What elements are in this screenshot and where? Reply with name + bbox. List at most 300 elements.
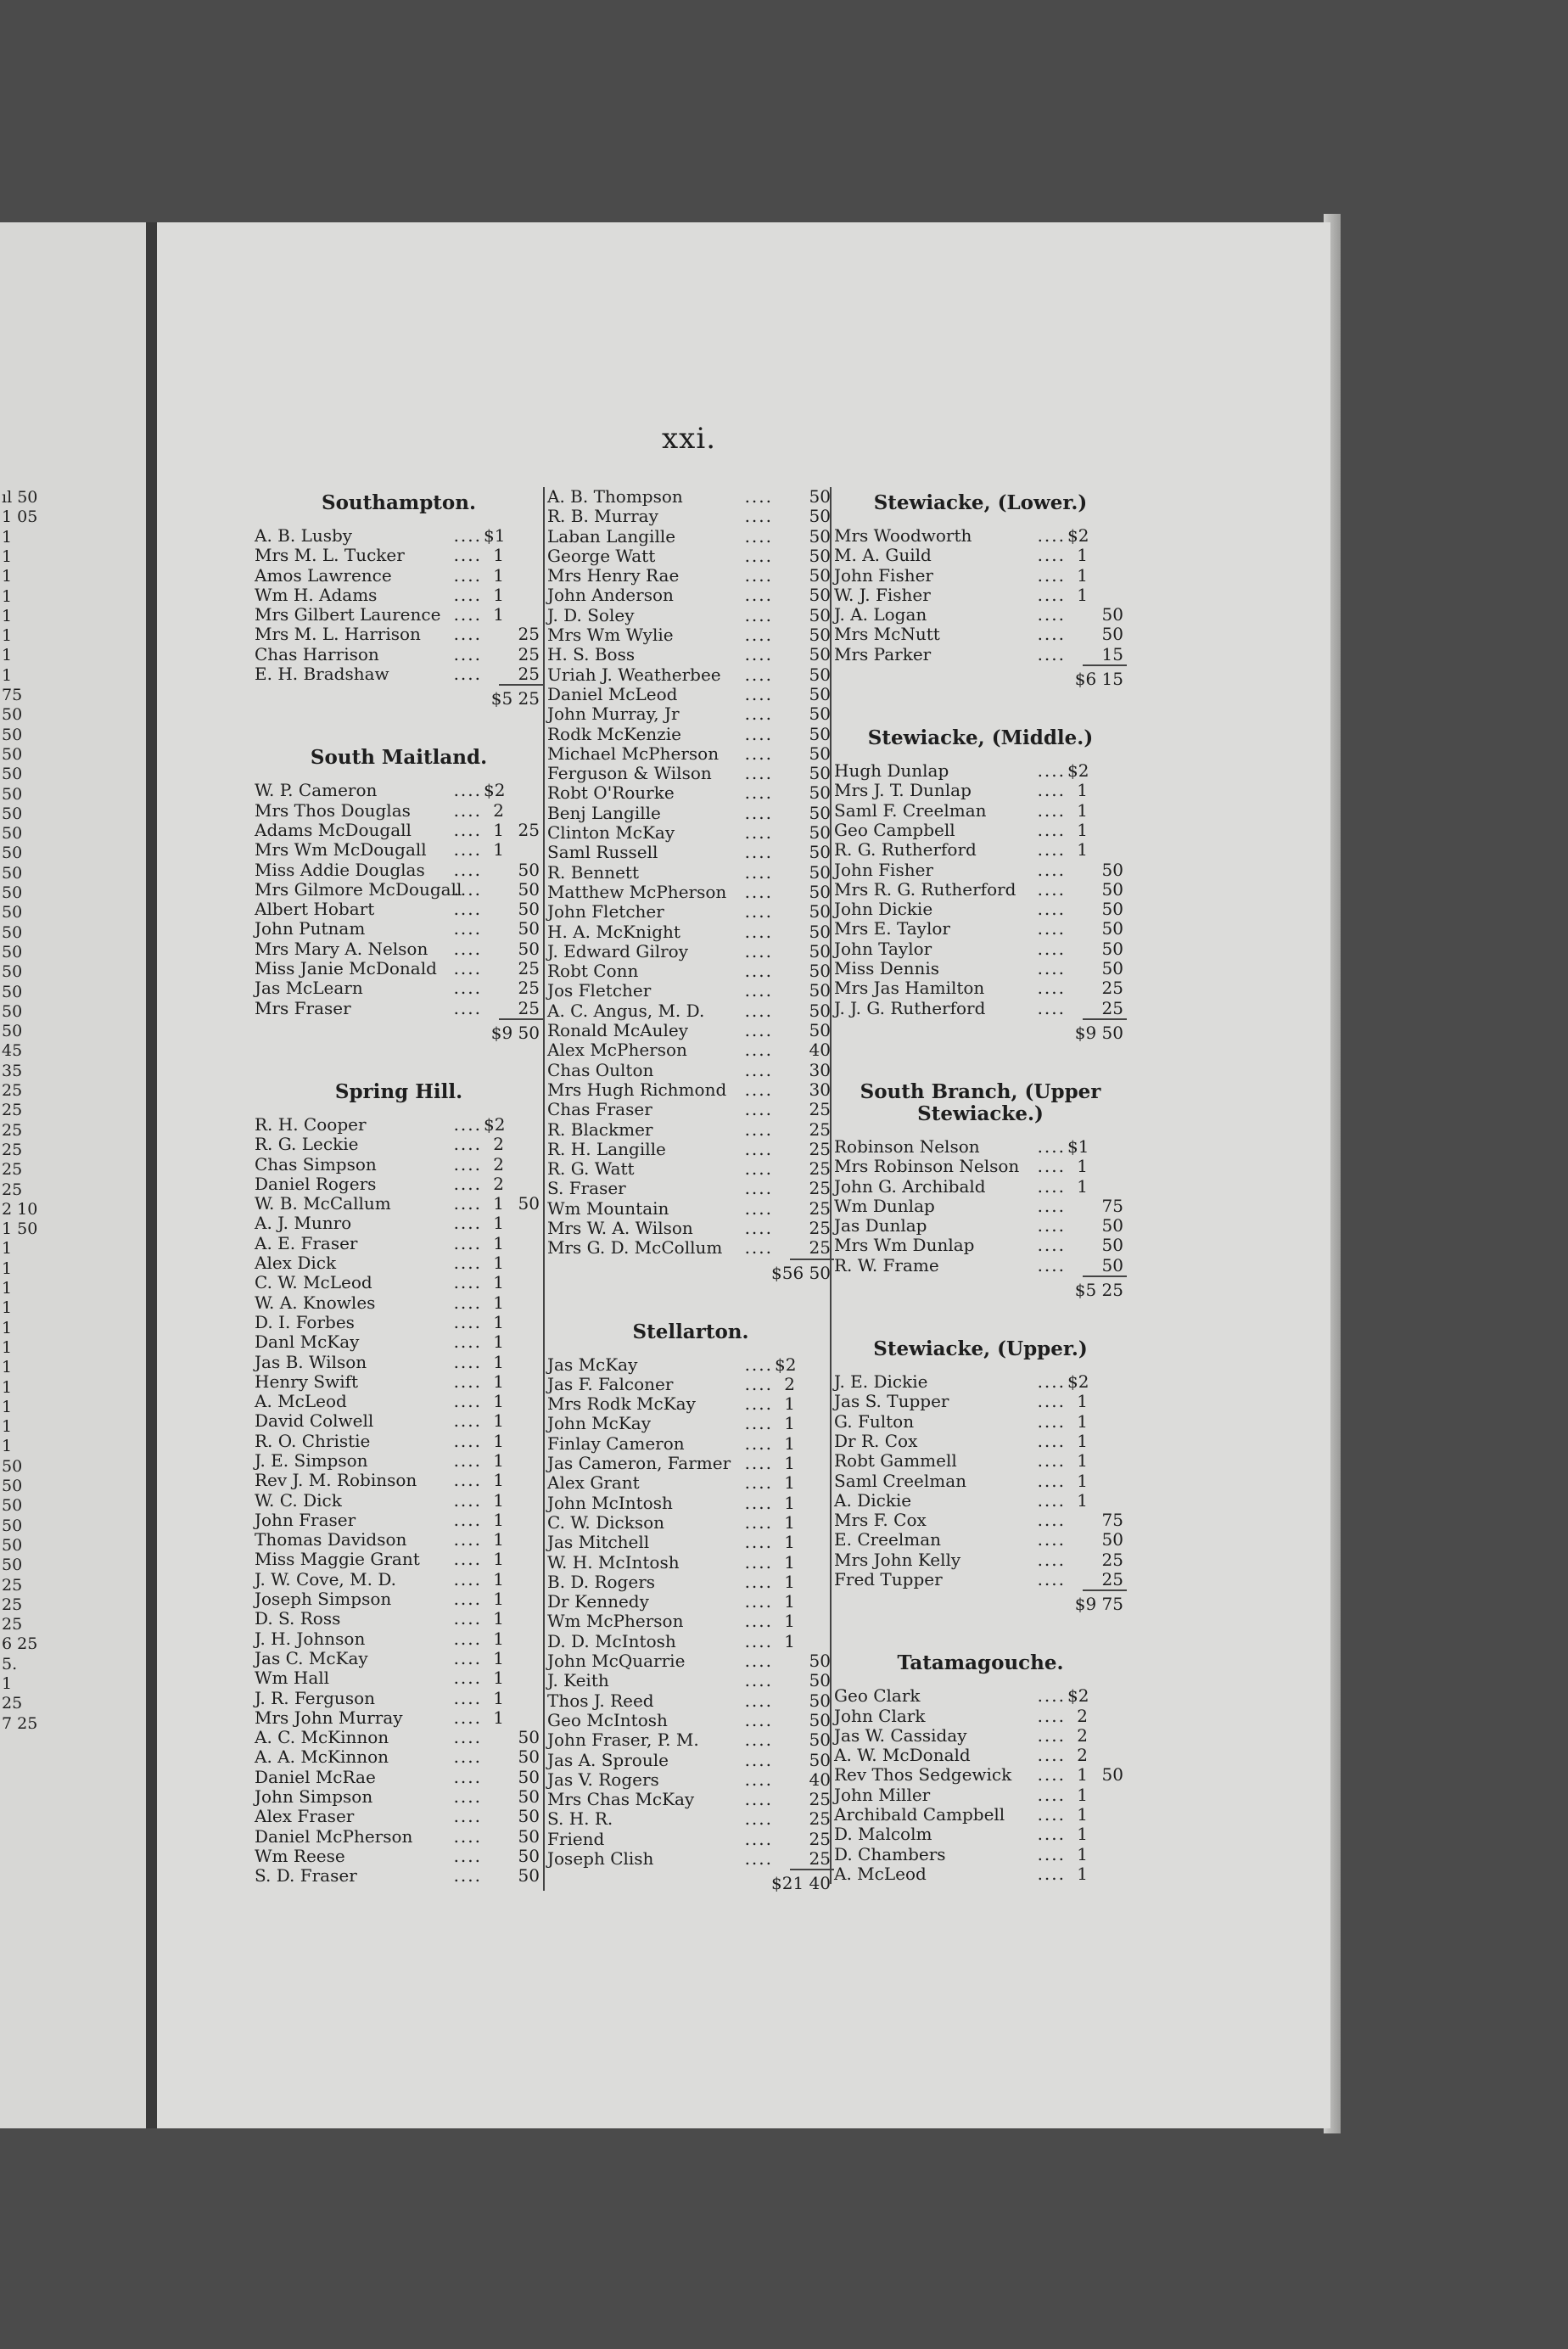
subscriber-name: A. McLeod xyxy=(834,1863,927,1884)
subscriber-name: J. H. Johnson xyxy=(255,1628,366,1649)
leader-dots: .... xyxy=(744,1393,773,1415)
amount-cents: 50 xyxy=(809,822,831,844)
subscriber-name: Daniel Rogers xyxy=(255,1173,377,1194)
subscriber-name: B. D. Rogers xyxy=(547,1571,656,1592)
amount-dollars: 1 xyxy=(784,1393,795,1415)
subscriber-name: Thomas Davidson xyxy=(255,1529,407,1550)
subscriber-name: Robt Conn xyxy=(547,961,639,982)
amount-dollars: 1 xyxy=(493,1331,504,1353)
subscriber-name: W. C. Dick xyxy=(255,1489,342,1511)
subscriber-name: Miss Addie Douglas xyxy=(255,859,425,880)
amount-dollars: 2 xyxy=(493,799,504,821)
list-item xyxy=(547,527,834,547)
amount-cents: 50 xyxy=(809,980,831,1001)
list-item xyxy=(547,1219,834,1238)
leader-dots: .... xyxy=(1037,1764,1066,1786)
section-heading: Stewiacke, (Upper.) xyxy=(873,1337,1088,1361)
column-1 xyxy=(255,487,543,1886)
subscriber-name: John Taylor xyxy=(834,938,932,959)
previous-page-fragment: 1 xyxy=(2,626,13,646)
list-item xyxy=(834,761,1127,781)
leader-dots: .... xyxy=(744,1670,773,1691)
total-amount: $5 25 xyxy=(490,688,540,709)
list-item xyxy=(547,1830,834,1849)
total-rule xyxy=(1083,1275,1127,1277)
leader-dots: .... xyxy=(1037,1235,1066,1256)
subscriber-name: C. W. McLeod xyxy=(255,1272,372,1293)
amount-dollars: 1 xyxy=(493,1232,504,1253)
amount-dollars: 1 xyxy=(1077,1410,1088,1432)
leader-dots: .... xyxy=(744,1020,773,1041)
subscriber-name: Dr Kennedy xyxy=(547,1591,649,1612)
previous-page-fragment: 50 xyxy=(2,725,23,744)
amount-dollars: 1 xyxy=(493,1687,504,1708)
amount-dollars: 1 xyxy=(1077,1824,1088,1845)
subscriber-name: Jas Dunlap xyxy=(834,1215,927,1236)
leader-dots: .... xyxy=(744,802,773,823)
previous-page-fragment: 1 xyxy=(2,1358,13,1377)
amount-cents: 50 xyxy=(809,1690,831,1711)
amount-cents: 25 xyxy=(1101,997,1123,1018)
list-item xyxy=(834,1511,1127,1530)
list-item xyxy=(547,1454,834,1473)
leader-dots: .... xyxy=(453,899,482,920)
subscriber-name: Mrs Gilmore McDougall xyxy=(255,878,462,900)
amount-dollars: 1 xyxy=(493,1213,504,1234)
leader-dots: .... xyxy=(1037,918,1066,939)
leader-dots: .... xyxy=(453,1311,482,1332)
amount-dollars: 1 xyxy=(1077,1784,1088,1805)
list-item xyxy=(547,1612,834,1631)
amount-cents: 50 xyxy=(1101,1254,1123,1275)
amount-cents: 50 xyxy=(809,842,831,863)
subscriber-name: Mrs Fraser xyxy=(255,997,351,1018)
subscriber-name: Mrs Parker xyxy=(834,643,932,664)
amount-cents: 50 xyxy=(809,486,831,507)
previous-page-fragment: 25 xyxy=(2,1081,23,1100)
subscriber-name: Henry Swift xyxy=(255,1371,359,1392)
subscriber-name: Daniel McRae xyxy=(255,1766,376,1787)
list-item xyxy=(547,1553,834,1573)
section-total xyxy=(547,1869,834,1894)
leader-dots: .... xyxy=(453,1865,482,1886)
subscriber-name: Benj Langille xyxy=(547,802,661,823)
list-item xyxy=(255,1353,543,1372)
previous-page-fragment: 1 xyxy=(2,665,13,685)
amount-cents: 25 xyxy=(809,1158,831,1180)
previous-page-fragment: 1 xyxy=(2,547,13,566)
subscriber-name: Mrs Rodk McKay xyxy=(547,1393,696,1415)
leader-dots: .... xyxy=(453,1825,482,1847)
leader-dots: .... xyxy=(744,1413,773,1434)
amount-dollars: 1 xyxy=(493,1430,504,1451)
subscriber-name: Jas A. Sproule xyxy=(547,1749,669,1770)
leader-dots: .... xyxy=(453,1134,482,1155)
amount-dollars: 2 xyxy=(493,1134,504,1155)
previous-page-fragment: 1 xyxy=(2,1337,13,1357)
leader-dots: .... xyxy=(1037,1824,1066,1845)
list-item xyxy=(547,1671,834,1690)
list-item xyxy=(547,922,834,942)
amount-cents: 50 xyxy=(809,763,831,784)
list-item xyxy=(834,1157,1127,1176)
list-item xyxy=(255,999,543,1018)
amount-dollars: $1 xyxy=(484,525,506,546)
amount-cents: 50 xyxy=(809,565,831,586)
amount-cents: 50 xyxy=(809,1709,831,1730)
list-item xyxy=(255,1768,543,1787)
subscriber-name: S. D. Fraser xyxy=(255,1865,357,1886)
list-item xyxy=(255,801,543,821)
leader-dots: .... xyxy=(744,585,773,606)
subscriber-name: R. G. Watt xyxy=(547,1158,635,1180)
list-item xyxy=(255,1451,543,1471)
leader-dots: .... xyxy=(453,1272,482,1293)
previous-page-fragment: 45 xyxy=(2,1041,23,1061)
subscriber-name: D. S. Ross xyxy=(255,1608,341,1629)
list-item xyxy=(255,1728,543,1747)
section-heading: Stewiacke, (Middle.) xyxy=(867,726,1094,750)
leader-dots: .... xyxy=(744,1492,773,1513)
amount-cents: 50 xyxy=(809,1670,831,1691)
list-item xyxy=(547,942,834,961)
leader-dots: .... xyxy=(1037,938,1066,959)
leader-dots: .... xyxy=(744,644,773,665)
subscriber-name: Danl McKay xyxy=(255,1331,360,1353)
subscriber-name: John Fraser xyxy=(255,1509,356,1530)
list-item xyxy=(255,1273,543,1292)
amount-cents: 50 xyxy=(809,683,831,704)
list-item xyxy=(547,1355,834,1375)
amount-dollars: $1 xyxy=(1067,1135,1089,1157)
list-item xyxy=(834,1864,1127,1884)
amount-dollars: 1 xyxy=(493,1568,504,1589)
previous-page-fragment: 50 xyxy=(2,982,23,1001)
leader-dots: .... xyxy=(453,1331,482,1353)
amount-cents: 50 xyxy=(518,1865,540,1886)
subscriber-name: Thos J. Reed xyxy=(547,1690,654,1711)
amount-dollars: 1 xyxy=(493,1193,504,1214)
list-item xyxy=(255,781,543,800)
list-item xyxy=(834,939,1127,959)
leader-dots: .... xyxy=(744,1217,773,1238)
leader-dots: .... xyxy=(1037,1863,1066,1884)
leader-dots: .... xyxy=(744,506,773,527)
subscriber-name: John Miller xyxy=(834,1784,931,1805)
leader-dots: .... xyxy=(1037,1549,1066,1570)
list-item xyxy=(834,566,1127,586)
list-item xyxy=(255,1471,543,1490)
list-item xyxy=(547,1473,834,1493)
subscriber-name: E. Creelman xyxy=(834,1529,942,1550)
amount-cents: 50 xyxy=(1101,1764,1123,1786)
subscriber-name: John McIntosh xyxy=(547,1492,673,1513)
amount-dollars: 2 xyxy=(493,1173,504,1194)
amount-dollars: 1 xyxy=(493,1311,504,1332)
subscriber-name: Wm H. Adams xyxy=(255,584,378,605)
subscriber-name: John Fraser, P. M. xyxy=(547,1730,699,1751)
total-amount: $9 50 xyxy=(1074,1022,1123,1043)
subscriber-name: Mrs Thos Douglas xyxy=(255,799,411,821)
list-item xyxy=(547,804,834,823)
list-item xyxy=(547,783,834,803)
amount-cents: 50 xyxy=(518,1825,540,1847)
subscriber-name: E. H. Bradshaw xyxy=(255,664,389,685)
previous-page-fragment: 1 xyxy=(2,567,13,586)
section-total xyxy=(834,1018,1127,1043)
amount-dollars: 2 xyxy=(1077,1705,1088,1726)
leader-dots: .... xyxy=(453,525,482,546)
subscriber-name: Alex Grant xyxy=(547,1472,640,1494)
amount-dollars: 1 xyxy=(1077,545,1088,566)
amount-dollars: 2 xyxy=(784,1373,795,1394)
amount-cents: 50 xyxy=(809,921,831,942)
amount-dollars: $2 xyxy=(484,780,506,801)
list-item xyxy=(547,823,834,843)
list-item xyxy=(547,1790,834,1809)
subscriber-name: John Clark xyxy=(834,1705,926,1726)
amount-dollars: 1 xyxy=(493,1529,504,1550)
amount-cents: 50 xyxy=(1101,938,1123,959)
amount-cents: 50 xyxy=(1101,1529,1123,1550)
amount-cents: 50 xyxy=(809,545,831,566)
leader-dots: .... xyxy=(453,1647,482,1668)
leader-dots: .... xyxy=(744,1709,773,1730)
amount-dollars: 1 xyxy=(784,1413,795,1434)
list-item xyxy=(834,1216,1127,1236)
list-item xyxy=(547,1100,834,1119)
previous-page-fragment: 50 xyxy=(2,705,23,725)
leader-dots: .... xyxy=(744,1472,773,1494)
list-item xyxy=(547,883,834,902)
list-item xyxy=(255,1392,543,1411)
amount-dollars: 1 xyxy=(1077,1391,1088,1412)
list-item xyxy=(547,1375,834,1394)
amount-cents: 50 xyxy=(1101,604,1123,625)
amount-cents: 50 xyxy=(518,878,540,900)
amount-dollars: 1 xyxy=(784,1511,795,1533)
leader-dots: .... xyxy=(744,861,773,883)
section-total xyxy=(547,1259,834,1281)
leader-dots: .... xyxy=(453,604,482,625)
amount-cents: 50 xyxy=(518,859,540,880)
list-item xyxy=(255,1747,543,1767)
leader-dots: .... xyxy=(1037,564,1066,586)
amount-dollars: 1 xyxy=(784,1532,795,1553)
leader-dots: .... xyxy=(453,780,482,801)
subscriber-name: Jas Cameron, Farmer xyxy=(547,1453,731,1474)
list-item xyxy=(547,1651,834,1671)
section-heading: South Maitland. xyxy=(310,746,488,770)
subscriber-name: Uriah J. Weatherbee xyxy=(547,664,721,685)
amount-cents: 50 xyxy=(809,743,831,764)
list-item xyxy=(834,959,1127,978)
previous-page-fragment: ıl 50 xyxy=(2,488,38,507)
list-item xyxy=(255,1313,543,1332)
previous-page-fragment: 1 xyxy=(2,1674,13,1693)
list-item xyxy=(834,1472,1127,1491)
leader-dots: .... xyxy=(453,1470,482,1491)
subscriber-name: Finlay Cameron xyxy=(547,1432,685,1454)
leader-dots: .... xyxy=(453,1687,482,1708)
amount-cents: 25 xyxy=(1101,1568,1123,1589)
total-rule xyxy=(1083,1018,1127,1020)
previous-page-fragment: 25 xyxy=(2,1615,23,1634)
leader-dots: .... xyxy=(1037,1410,1066,1432)
amount-dollars: 2 xyxy=(493,1153,504,1174)
list-item xyxy=(834,840,1127,860)
leader-dots: .... xyxy=(453,1668,482,1689)
subscriber-name: John McKay xyxy=(547,1413,652,1434)
amount-cents: 25 xyxy=(809,1848,831,1869)
subscriber-name: George Watt xyxy=(547,545,656,566)
amount-cents: 50 xyxy=(809,802,831,823)
leader-dots: .... xyxy=(453,1213,482,1234)
list-item xyxy=(547,1434,834,1454)
list-item xyxy=(547,1040,834,1060)
section-heading: Stewiacke, (Lower.) xyxy=(873,491,1088,514)
subscriber-name: Chas Oulton xyxy=(547,1059,654,1080)
leader-dots: .... xyxy=(744,1373,773,1394)
leader-dots: .... xyxy=(744,763,773,784)
amount-cents: 25 xyxy=(809,1118,831,1140)
leader-dots: .... xyxy=(1037,1705,1066,1726)
subscriber-name: Miss Janie McDonald xyxy=(255,958,437,979)
leader-dots: .... xyxy=(744,822,773,844)
list-item xyxy=(834,1451,1127,1471)
page-number: xxi. xyxy=(662,422,717,456)
leader-dots: .... xyxy=(1037,643,1066,664)
leader-dots: .... xyxy=(1037,1784,1066,1805)
amount-cents: 50 xyxy=(518,1806,540,1827)
subscriber-name: A. J. Munro xyxy=(255,1213,352,1234)
leader-dots: .... xyxy=(1037,780,1066,801)
amount-dollars: 1 xyxy=(1077,1804,1088,1825)
subscriber-name: Jas McLearn xyxy=(255,978,363,999)
subscriber-name: Mrs G. D. McCollum xyxy=(547,1237,723,1259)
leader-dots: .... xyxy=(1037,1156,1066,1177)
amount-dollars: 1 xyxy=(784,1492,795,1513)
subscriber-name: W. P. Cameron xyxy=(255,780,378,801)
list-item xyxy=(255,1491,543,1511)
total-amount: $9 75 xyxy=(1074,1594,1123,1615)
subscriber-name: Jas B. Wilson xyxy=(255,1351,367,1372)
total-rule xyxy=(1083,1589,1127,1591)
subscriber-name: Mrs Jas Hamilton xyxy=(834,978,985,999)
leader-dots: .... xyxy=(744,565,773,586)
amount-dollars: 1 xyxy=(493,1628,504,1649)
list-item xyxy=(834,605,1127,625)
list-item xyxy=(255,546,543,565)
subscriber-name: Mrs E. Taylor xyxy=(834,918,950,939)
subscriber-name: John G. Archibald xyxy=(834,1175,986,1197)
amount-cents: 50 xyxy=(809,861,831,883)
list-item xyxy=(547,1849,834,1869)
subscriber-name: Jas McKay xyxy=(547,1354,638,1375)
leader-dots: .... xyxy=(453,1568,482,1589)
previous-page-fragment: 50 xyxy=(2,1022,23,1041)
list-item xyxy=(255,1530,543,1550)
subscriber-name: Alex Fraser xyxy=(255,1806,355,1827)
leader-dots: .... xyxy=(453,1608,482,1629)
subscriber-name: Mrs Gilbert Laurence xyxy=(255,604,441,625)
leader-dots: .... xyxy=(1037,878,1066,900)
leader-dots: .... xyxy=(453,643,482,664)
amount-cents: 50 xyxy=(809,1730,831,1751)
leader-dots: .... xyxy=(453,1746,482,1768)
list-item xyxy=(255,1411,543,1431)
list-item xyxy=(255,1214,543,1233)
amount-cents: 25 xyxy=(518,664,540,685)
amount-dollars: 1 xyxy=(493,819,504,840)
subscriber-name: R. H. Langille xyxy=(547,1138,666,1159)
list-item xyxy=(255,840,543,860)
amount-dollars: 1 xyxy=(493,1253,504,1274)
leader-dots: .... xyxy=(453,997,482,1018)
amount-cents: 25 xyxy=(1101,978,1123,999)
list-item xyxy=(834,1197,1127,1216)
amount-cents: 25 xyxy=(809,1138,831,1159)
leader-dots: .... xyxy=(744,1511,773,1533)
leader-dots: .... xyxy=(744,1630,773,1651)
amount-dollars: 1 xyxy=(1077,1863,1088,1884)
leader-dots: .... xyxy=(744,486,773,507)
list-item xyxy=(834,880,1127,900)
amount-cents: 50 xyxy=(809,585,831,606)
amount-dollars: 1 xyxy=(493,1589,504,1610)
subscriber-name: Jas Mitchell xyxy=(547,1532,650,1553)
previous-page-fragment: 25 xyxy=(2,1160,23,1180)
subscriber-name: Jas V. Rogers xyxy=(547,1769,659,1790)
amount-cents: 25 xyxy=(518,643,540,664)
subscriber-name: Albert Hobart xyxy=(255,899,375,920)
amount-dollars: 1 xyxy=(493,1410,504,1432)
leader-dots: .... xyxy=(453,1786,482,1808)
leader-dots: .... xyxy=(744,1040,773,1061)
leader-dots: .... xyxy=(744,1354,773,1375)
list-item xyxy=(834,1825,1127,1844)
subscriber-name: Michael McPherson xyxy=(547,743,720,764)
list-item xyxy=(834,1726,1127,1746)
list-item xyxy=(255,939,543,959)
leader-dots: .... xyxy=(1037,958,1066,979)
subscriber-name: Jas S. Tupper xyxy=(834,1391,949,1412)
list-item xyxy=(834,625,1127,644)
leader-dots: .... xyxy=(1037,1804,1066,1825)
leader-dots: .... xyxy=(453,1589,482,1610)
previous-page-fragment: 50 xyxy=(2,922,23,942)
amount-dollars: 1 xyxy=(784,1611,795,1632)
leader-dots: .... xyxy=(1037,1450,1066,1472)
amount-cents: 50 xyxy=(1101,624,1123,645)
subscriber-name: Amos Lawrence xyxy=(255,564,392,586)
leader-dots: .... xyxy=(1037,1175,1066,1197)
amount-dollars: 1 xyxy=(784,1453,795,1474)
leader-dots: .... xyxy=(744,1749,773,1770)
subscriber-name: J. W. Cove, M. D. xyxy=(255,1568,397,1589)
section-spacer xyxy=(255,1040,543,1076)
leader-dots: .... xyxy=(744,1591,773,1612)
amount-dollars: 1 xyxy=(493,1668,504,1689)
leader-dots: .... xyxy=(453,1430,482,1451)
amount-cents: 50 xyxy=(809,1020,831,1041)
section-spacer xyxy=(255,706,543,742)
previous-page-fragment: 25 xyxy=(2,1140,23,1159)
subscriber-name: A. C. Angus, M. D. xyxy=(547,1000,705,1021)
leader-dots: .... xyxy=(453,584,482,605)
leader-dots: .... xyxy=(1037,819,1066,840)
leader-dots: .... xyxy=(453,1113,482,1135)
